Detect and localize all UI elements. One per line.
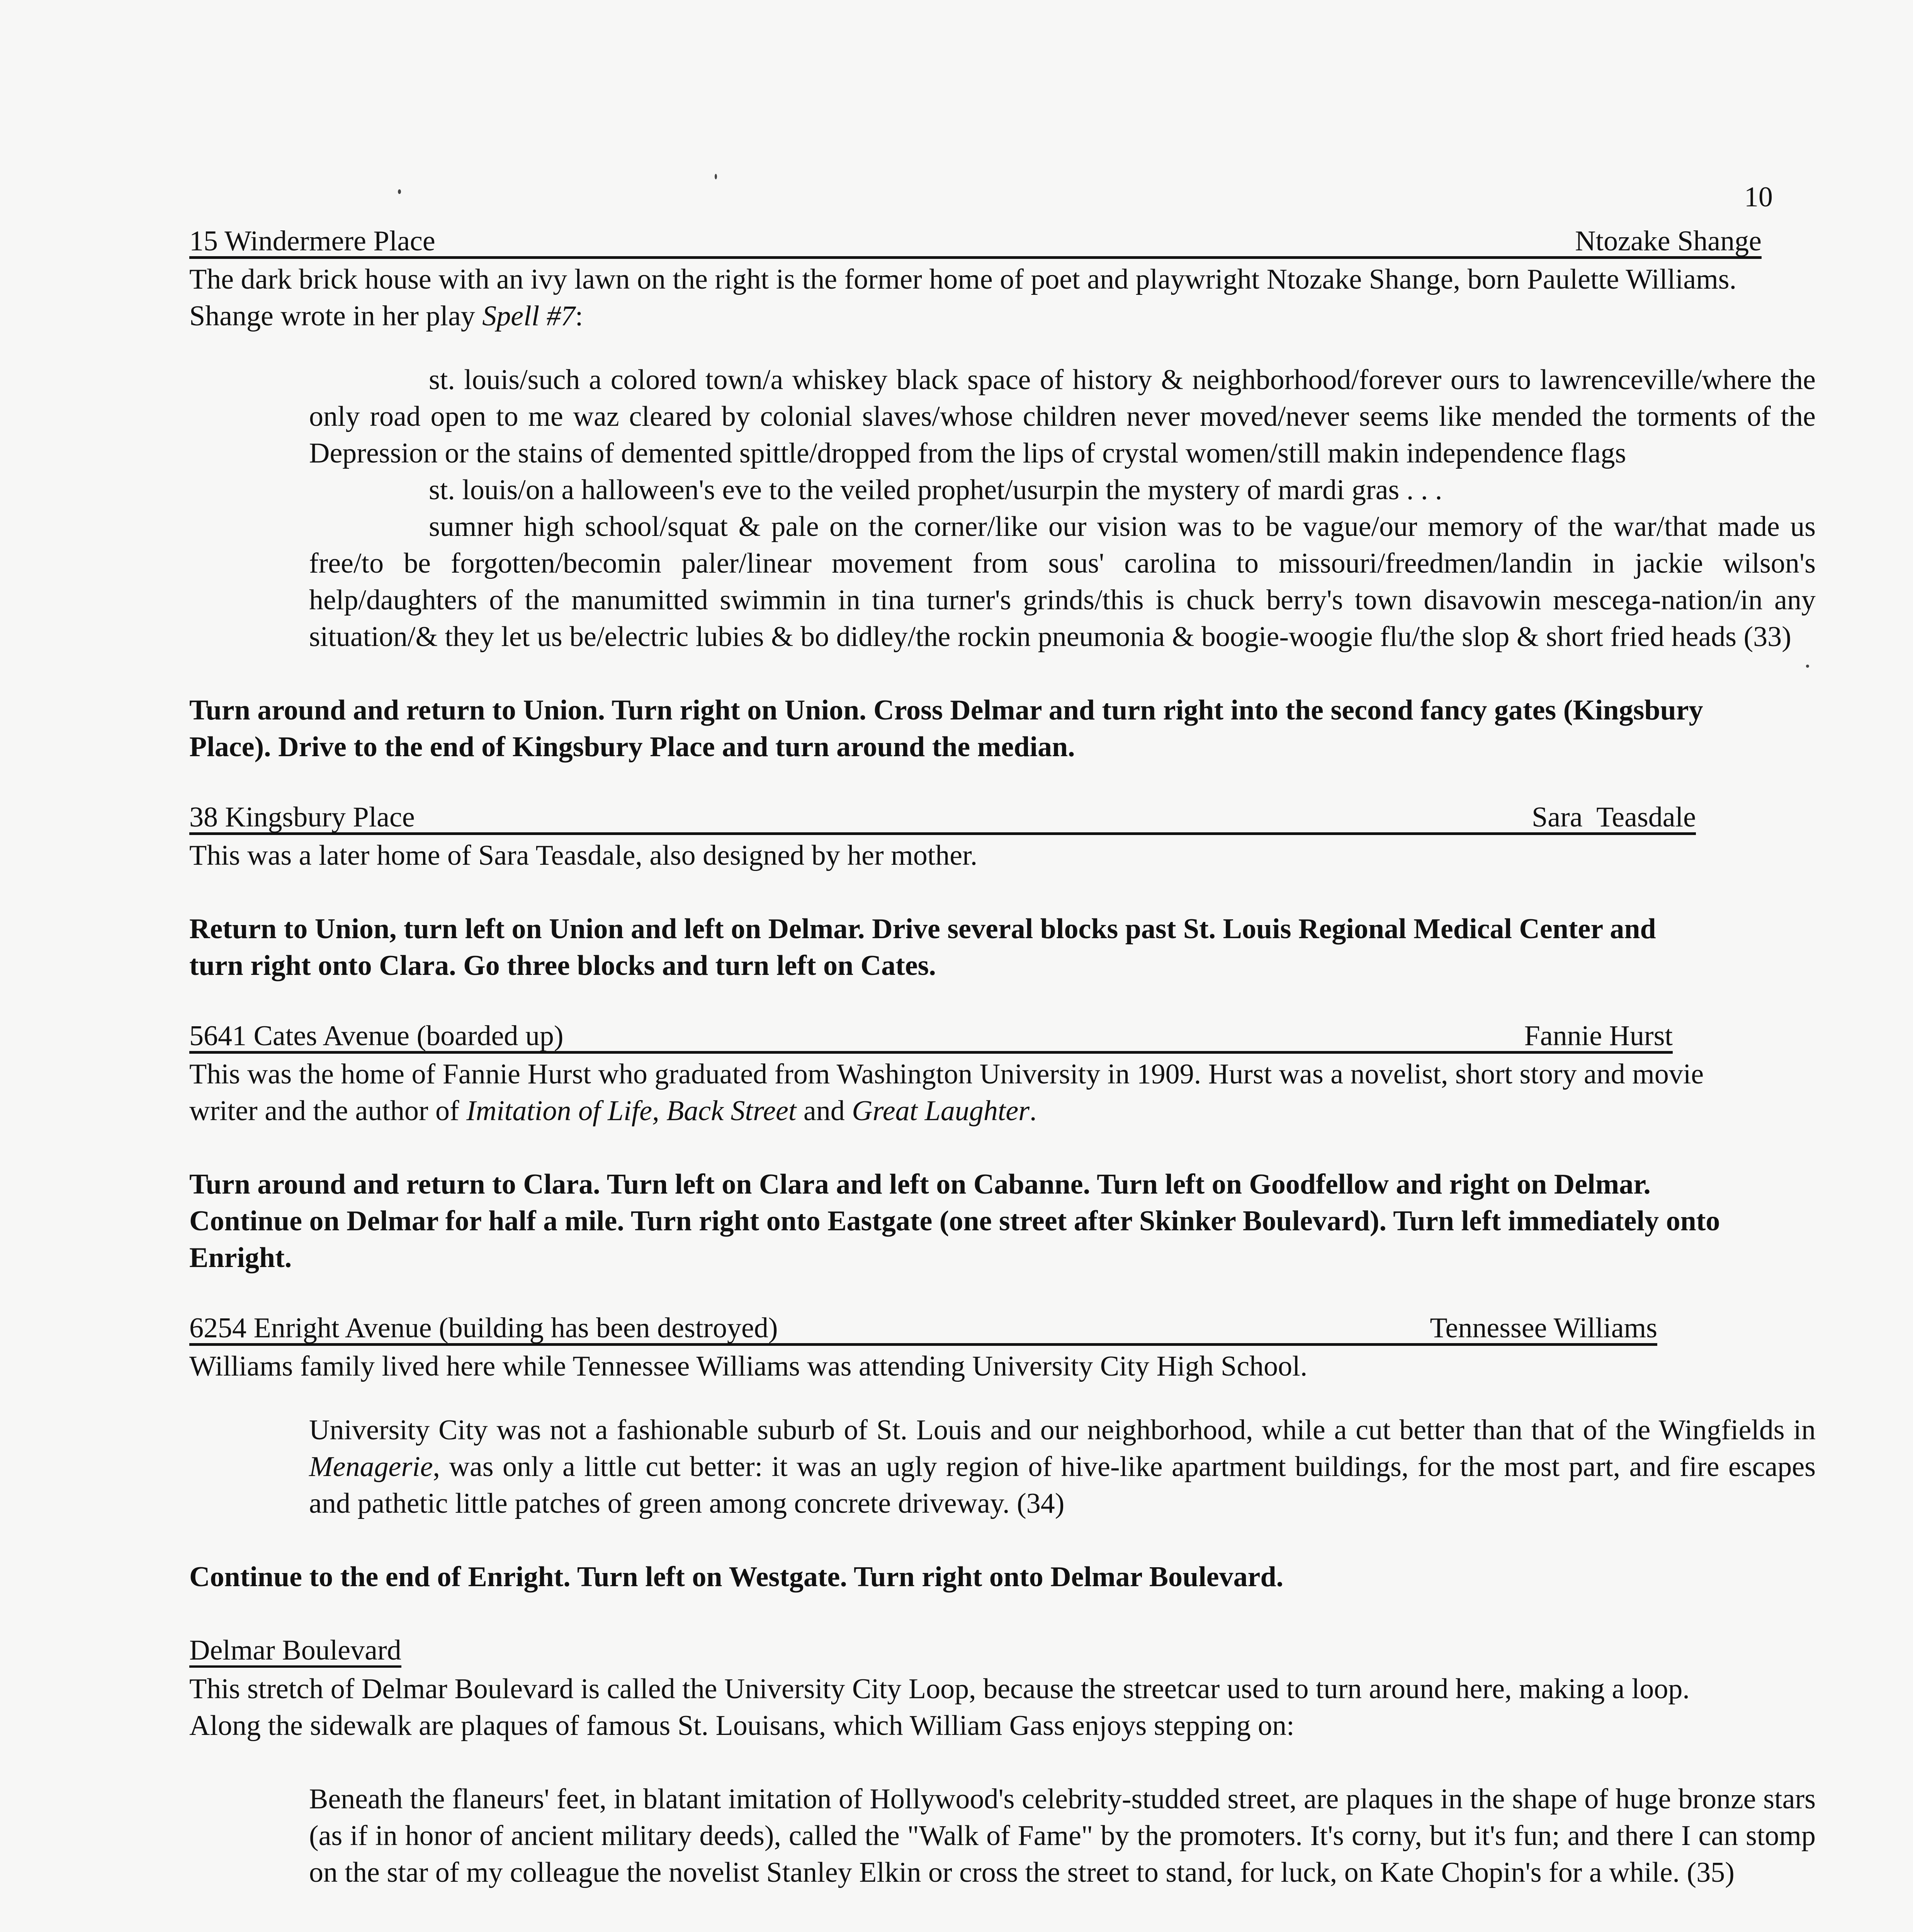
block-quote [309,1412,1816,1522]
entry-description: This was a later home of Sara Teasdale, also designed by her mother. [189,840,978,871]
entry-cates [189,1021,1762,1129]
entry-description [189,261,1762,335]
block-quote [309,362,1816,655]
book-title: Imitation of Life, Back Street [466,1095,797,1127]
play-title: Spell #7 [482,300,575,332]
driving-directions: Turn around and return to Union. Turn right on Union. Cross Delmar and turn right into the second fancy gates (Kingsbury Place). Drive to the end of Kingsbury Place and turn around the median. [189,694,1703,763]
quote-text [309,1412,1816,1522]
quote-text-part: University City was not a fashionable suburb of St. Louis and our neighborhood, while a cut better than that of the Wingfields in [309,1414,1816,1446]
document-body [189,225,1816,1891]
driving-directions: Return to Union, turn left on Union and left on Delmar. Drive several blocks past St. Louis Regional Medical Center and turn right onto Clara. Go three blocks and turn left on Cates. [189,913,1656,981]
description-text: This was the home of Fannie Hurst who graduated from Washington University in 1909. Hurst was a novelist, short story and movie writer and the author of [189,1058,1704,1127]
quote-stanza: st. louis/such a colored town/a whiskey black space of history & neighborhood/forever ours to lawrenceville/where the only road open to me waz cleared by colonial slaves/whose children never moved/never seems like mended the torments of the Depression or the stains of demented spittle/dropped from the lips of crystal women/still makin independence flags [309,364,1816,469]
play-title: Menagerie [309,1451,433,1483]
quote-text-part: , was only a little cut better: it was an ugly region of hive-like apartment buildings, for the most part, and fire escapes and pathetic little patches of green among concrete driveway. (34) [309,1451,1816,1519]
entry-enright [189,1312,1816,1522]
block-quote [309,1781,1816,1891]
driving-directions: Continue to the end of Enright. Turn left on Westgate. Turn right onto Delmar Boulevard. [189,1561,1284,1593]
entry-heading [189,226,1762,259]
entry-delmar [189,1632,1816,1891]
entry-heading [189,1313,1657,1346]
entry-person: Tennessee Williams [1430,1312,1657,1344]
page-number: 10 [1744,181,1773,213]
quote-stanza: st. louis/on a halloween's eve to the veiled prophet/usurpin the mystery of mardi gras . . . [429,474,1442,506]
entry-windermere [189,225,1816,655]
description-text-end: : [575,300,583,332]
entry-description: This stretch of Delmar Boulevard is called the University City Loop, because the streetcar used to turn around here, making a loop. Along the sidewalk are plaques of famous St. Louisans, which William Gass enjoys stepping on: [189,1673,1690,1742]
description-text: and [796,1095,852,1127]
book-title: Great Laughter [852,1095,1030,1127]
entry-address: 38 Kingsbury Place [189,801,415,833]
entry-address: 15 Windermere Place [189,225,435,257]
description-text-end: . [1030,1095,1037,1127]
entry-person: Fannie Hurst [1524,1020,1673,1052]
scan-speck [715,174,717,179]
entry-person: Ntozake Shange [1575,225,1762,257]
quote-stanza: sumner high school/squat & pale on the corner/like our vision was to be vague/our memory of the war/that made us free/to be forgotten/becomin paler/linear movement from sous' carolina to missouri/freedmen/landin in jackie wilson's help/daughters of the manumitted swimmin in tina turner's grinds/this is chuck berry's town disavowin mescega-nation/in any situation/& they let us be/electric lubies & bo didley/the rockin pneumonia & boogie-woogie flu/the slop & short fried heads (33) [309,511,1816,653]
scan-speck [1806,665,1809,668]
entry-heading [189,802,1696,835]
entry-person: Sara Teasdale [1532,801,1696,833]
entry-description: Williams family lived here while Tennessee Williams was attending University City High School. [189,1350,1308,1382]
entry-address: 6254 Enright Avenue (building has been destroyed) [189,1312,778,1344]
driving-directions: Turn around and return to Clara. Turn left on Clara and left on Cabanne. Turn left on Goodfellow and right on Delmar. Continue on Delmar for half a mile. Turn right onto Eastgate (one street after Skinker Boulevard). Turn left immediately onto Enright. [189,1168,1720,1274]
entry-description [189,1056,1773,1129]
scan-speck [398,189,401,194]
description-text: The dark brick house with an ivy lawn on the right is the former home of poet and playwright Ntozake Shange, born Paulette Williams. Shange wrote in her play [189,264,1737,332]
entry-heading: Delmar Boulevard [189,1635,401,1668]
quote-text: Beneath the flaneurs' feet, in blatant imitation of Hollywood's celebrity-studded street, are plaques in the shape of huge bronze stars (as if in honor of ancient military deeds), called the "Walk of Fame" by the promoters. It's corny, but it's fun; and there I can stomp on the star of my colleague the novelist Stanley Elkin or cross the street to stand, for luck, on Kate Chopin's for a while. (35) [309,1783,1816,1888]
entry-address: 5641 Cates Avenue (boarded up) [189,1020,564,1052]
entry-kingsbury [189,802,1696,874]
entry-heading [189,1021,1673,1054]
